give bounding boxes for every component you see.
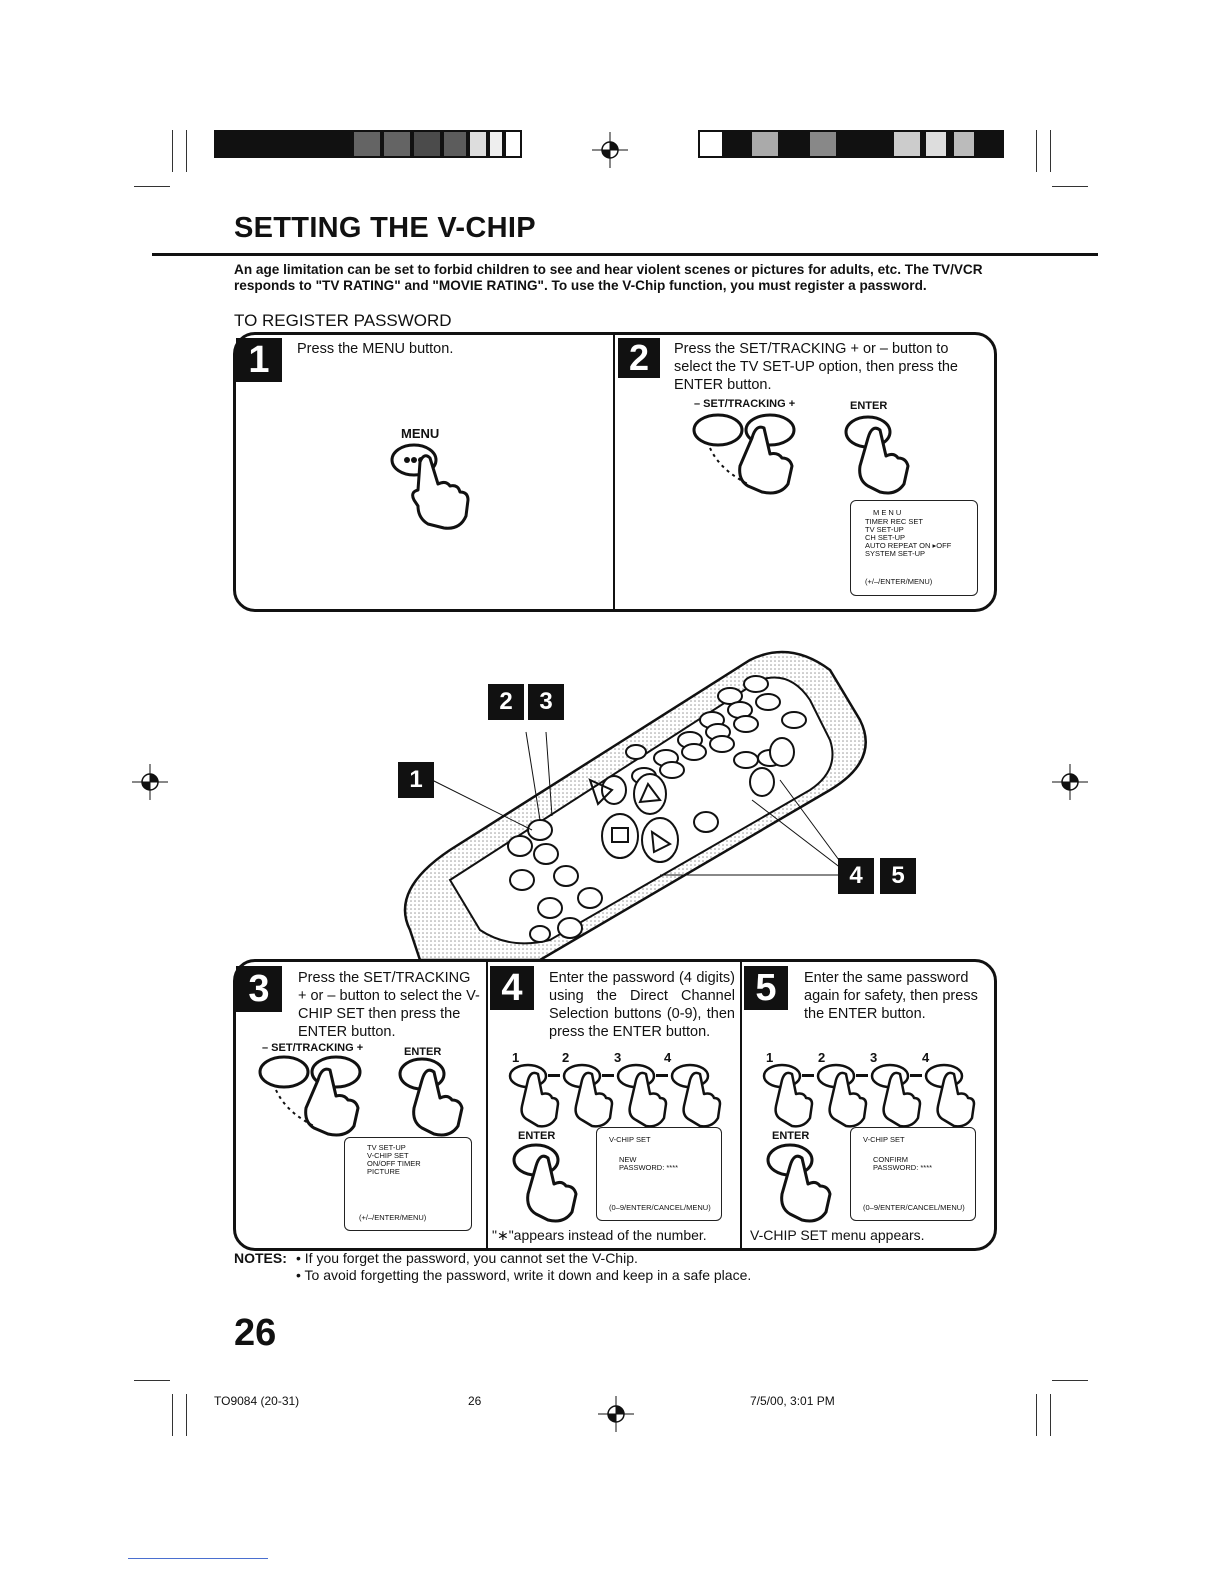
remote-marker-1: 1	[398, 762, 434, 798]
step-3-badge: 3	[236, 966, 282, 1012]
crop-mark	[134, 1380, 170, 1381]
remote-marker-3: 3	[528, 684, 564, 720]
confirm-password-osd-screen	[850, 1127, 976, 1221]
osd-line: CONFIRM	[873, 1155, 908, 1164]
enter-button-press-icon	[394, 1054, 474, 1140]
crop-mark	[186, 130, 187, 172]
osd-item-selected: TV SET-UP	[865, 525, 904, 534]
digit-label: 4	[922, 1050, 930, 1065]
set-tracking-label: – SET/TRACKING +	[694, 398, 796, 410]
osd-title: V-CHIP SET	[609, 1135, 651, 1144]
digit-buttons-press-icon	[760, 1062, 980, 1134]
crop-mark	[134, 186, 170, 187]
panel-divider	[486, 962, 488, 1248]
osd-password-field: PASSWORD: ****	[873, 1163, 933, 1172]
osd-title: M E N U	[873, 508, 902, 517]
osd-item-selected: V-CHIP SET	[367, 1151, 409, 1160]
step-5-badge: 5	[744, 966, 788, 1010]
osd-item: CH SET-UP	[865, 533, 906, 542]
digit-label: 4	[664, 1050, 672, 1065]
osd-item: SYSTEM SET-UP	[865, 549, 926, 558]
note-item: • To avoid forgetting the password, write it down and keep in a safe place.	[296, 1267, 752, 1283]
registration-target-icon	[598, 1396, 634, 1432]
step-5-text: Enter the same password again for safety, then press the ENTER button.	[804, 970, 978, 1022]
crop-mark	[186, 1394, 187, 1436]
step-3-text: Press the SET/TRACKING + or – button to select the V-CHIP SET then press the ENTER button.	[298, 970, 480, 1040]
calibration-bar-right	[698, 130, 1004, 158]
section-subheading: TO REGISTER PASSWORD	[234, 311, 452, 330]
crop-mark	[1052, 1380, 1088, 1381]
set-tracking-press-icon	[690, 410, 820, 496]
enter-label: ENTER	[772, 1130, 810, 1142]
enter-label: ENTER	[404, 1046, 442, 1058]
osd-item: ON/OFF TIMER	[367, 1159, 421, 1168]
step-4-caption: "∗"appears instead of the number.	[492, 1227, 707, 1243]
registration-target-icon	[1052, 764, 1088, 800]
step-1-badge: 1	[236, 338, 282, 382]
digit-buttons-press-icon	[506, 1062, 726, 1134]
registration-target-icon	[132, 764, 168, 800]
osd-line: NEW	[619, 1155, 637, 1164]
crop-mark	[172, 130, 173, 172]
osd-item: AUTO REPEAT ON ▸OFF	[865, 541, 952, 550]
crop-mark	[1052, 186, 1088, 187]
osd-footer: (+/–/ENTER/MENU)	[359, 1213, 427, 1222]
crop-mark	[1050, 1394, 1051, 1436]
remote-marker-2: 2	[488, 684, 524, 720]
page-title: SETTING THE V-CHIP	[234, 212, 536, 244]
digit-label: 2	[562, 1050, 570, 1065]
calibration-bar-left	[214, 130, 522, 158]
step-4-text: Enter the password (4 digits) using the Direct Channel Selection buttons (0-9), then press the ENTER button.	[549, 970, 735, 1040]
digit-label: 3	[614, 1050, 622, 1065]
digit-label: 1	[512, 1050, 520, 1065]
enter-button-press-icon	[508, 1140, 588, 1226]
title-rule	[152, 253, 1098, 256]
digit-label: 1	[766, 1050, 774, 1065]
enter-label: ENTER	[850, 400, 888, 412]
footer-doc-id: TO9084 (20-31)	[214, 1394, 300, 1408]
set-tracking-label: – SET/TRACKING +	[262, 1042, 364, 1054]
panel-divider	[613, 335, 615, 609]
osd-footer: (+/–/ENTER/MENU)	[865, 577, 933, 586]
osd-item: TIMER REC SET	[865, 517, 923, 526]
set-tracking-press-icon	[256, 1052, 376, 1138]
osd-item: PICTURE	[367, 1167, 400, 1176]
enter-button-press-icon	[840, 412, 920, 498]
step-2-badge: 2	[618, 338, 660, 378]
osd-password-field: PASSWORD: ****	[619, 1163, 679, 1172]
menu-button-label: MENU	[401, 426, 440, 441]
step-2-text: Press the SET/TRACKING + or – button to select the TV SET-UP option, then press the ENTER button.	[674, 341, 958, 393]
intro-text: An age limitation can be set to forbid children to see and hear violent scenes or pictures for adults, etc. The TV/VCR responds to "TV RATING" and "MOVIE RATING". To use the V-Chip function, you must register a password.	[234, 262, 983, 293]
menu-osd-screen	[850, 500, 978, 596]
registration-target-icon	[592, 132, 628, 168]
bottom-line	[128, 1558, 268, 1559]
vchip-menu-osd-screen	[344, 1137, 472, 1231]
crop-mark	[172, 1394, 173, 1436]
osd-footer: (0–9/ENTER/CANCEL/MENU)	[609, 1203, 711, 1212]
digit-label: 3	[870, 1050, 878, 1065]
menu-button-press-icon	[388, 440, 478, 532]
osd-footer: (0–9/ENTER/CANCEL/MENU)	[863, 1203, 965, 1212]
remote-marker-4: 4	[838, 858, 874, 894]
crop-mark	[1050, 130, 1051, 172]
step-1-text: Press the MENU button.	[297, 341, 454, 357]
notes-label: NOTES:	[234, 1250, 287, 1266]
panel-divider	[740, 962, 742, 1248]
digit-label: 2	[818, 1050, 826, 1065]
new-password-osd-screen	[596, 1127, 722, 1221]
osd-title: V-CHIP SET	[863, 1135, 905, 1144]
remote-marker-5: 5	[880, 858, 916, 894]
footer-page: 26	[468, 1394, 482, 1408]
crop-mark	[1036, 130, 1037, 172]
enter-label: ENTER	[518, 1130, 556, 1142]
footer-timestamp: 7/5/00, 3:01 PM	[750, 1394, 835, 1408]
step-4-badge: 4	[490, 966, 534, 1010]
step-5-caption: V-CHIP SET menu appears.	[750, 1227, 925, 1243]
crop-mark	[1036, 1394, 1037, 1436]
note-item: • If you forget the password, you cannot set the V-Chip.	[296, 1250, 638, 1266]
page-number: 26	[234, 1312, 277, 1354]
enter-button-press-icon	[762, 1140, 842, 1226]
osd-item: TV SET-UP	[367, 1143, 406, 1152]
